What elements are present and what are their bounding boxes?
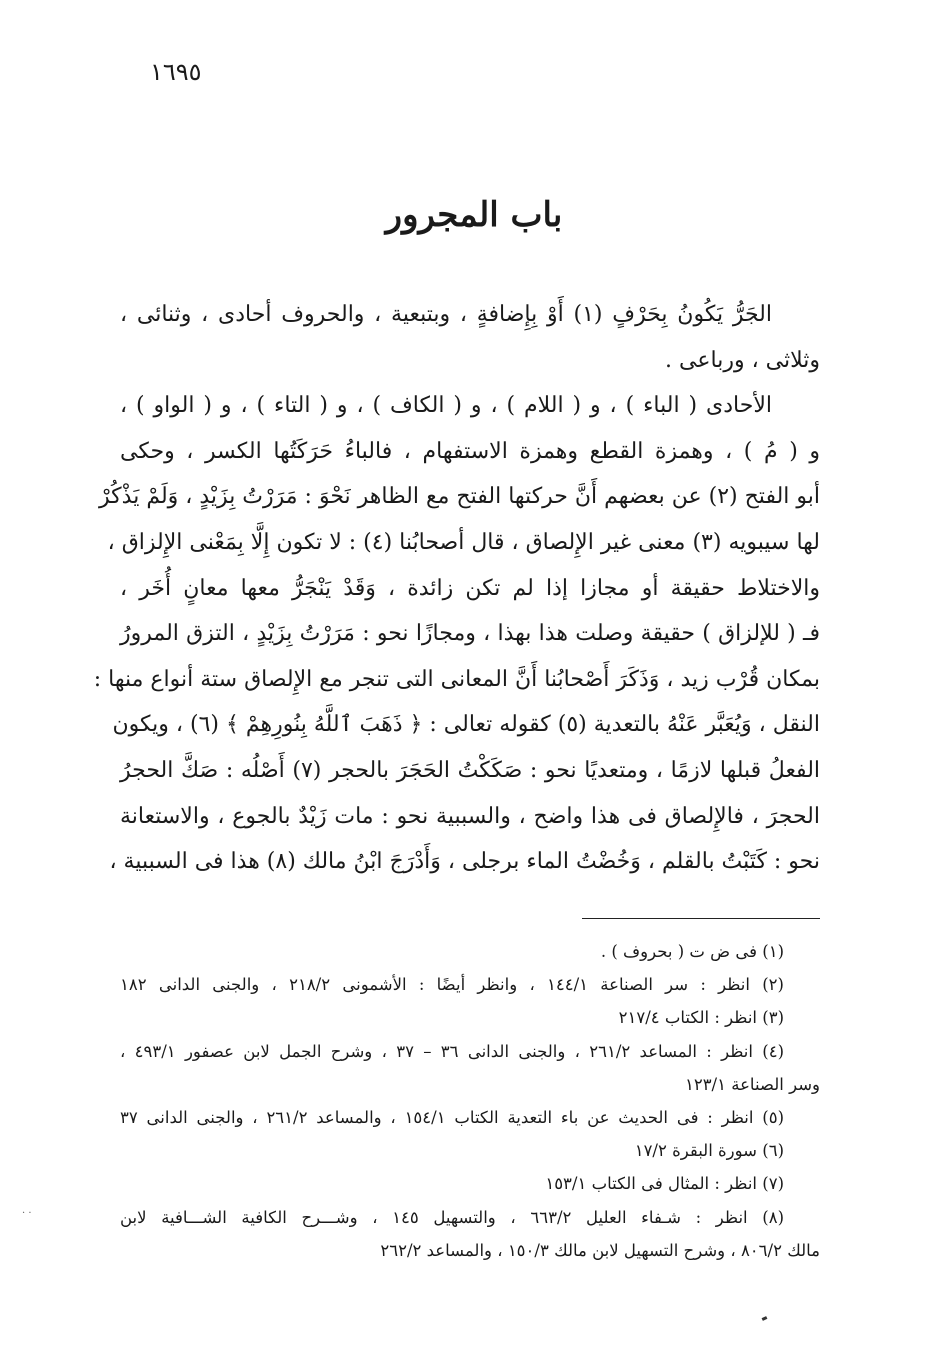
text-line: فـ ( للإلزاق ) حقيقة وصلت هذا بهذا ، ومجازًا نحو : مَرَرْتُ بِزَيْدٍ ، التزق المرورُ (120, 621, 820, 647)
main-text (93, 292, 821, 885)
ink-speck (762, 1316, 768, 1321)
text-line: نحو : كَتَبْتُ بالقلم ، وَخُضْتُ الماء برجلى ، وَأَدْرَجَ ابْنُ مالك (٨) هذا فى السببية ، (109, 849, 820, 875)
scan-edge-marks: · · (22, 1208, 32, 1219)
footnote: (٨) انظر : شـفاء العليل ٦٦٣/٢ ، والتسهيل ١٤٥ ، وشـــرح الكافية الشـــافية لابن (120, 1207, 785, 1227)
text-line: وثلاثى ، ورباعى . (665, 347, 820, 373)
footnote: (١) فى ض ت ( بحروف ) . (600, 942, 784, 961)
text-line: بمكان قُرْب زيد ، وَذَكَرَ أَصْحابُنا أَنَّ المعانى التى تنجر مع الإِلصاق ستة أنواع منها : (93, 666, 820, 692)
text-line: الحجرَ ، فالإِلصاق فى هذا واضح ، والسببية نحو : مات زَيْدٌ بالجوع ، والاستعانة (120, 803, 820, 829)
text-line: النقل ، وَيُعَبَّر عَنْهُ بالتعدية (٥) كقوله تعالى : ﴿ ذَهَبَ ٱللَّهُ بِنُورِهِمْ ﴾ (٦) ، ويكون (112, 712, 820, 738)
text-line: لها سيبويه (٣) معنى غير الإِلصاق ، قال أصحابُنا (٤) : لا تكون إِلَّا بِمَعْنى الإِلزاق ، (107, 529, 820, 555)
footnote: (٢) انظر : سر الصناعة ١٤٤/١ ، وانظر أيضًا : الأشمونى ٢١٨/٢ ، والجنى الدانى ١٨٢ (120, 975, 784, 995)
footnote-continuation: مالك ٨٠٦/٢ ، وشرح التسهيل لابن مالك ١٥٠/٣ ، والمساعد ٢٦٢/٢ (380, 1240, 820, 1260)
page-number: ١٦٩٥ (150, 58, 202, 86)
footnote-separator (582, 918, 820, 919)
footnote: (٣) انظر : الكتاب ٢١٧/٤ (618, 1008, 784, 1028)
chapter-title: باب المجرور (385, 195, 563, 235)
text-line: الجَرُّ يَكُونُ بِحَرْفٍ (١) أَوْ بِإِضافةٍ ، وبتبعية ، والحروف أحادى ، وثنائى ، (120, 302, 772, 327)
footnote-continuation: وسر الصناعة ١٢٣/١ (684, 1074, 820, 1094)
text-line: و ( مُ ) ، وهمزة القطع وهمزة الاستفهام ، فالباءُ حَرَكَتُها الكسر ، وحكى (120, 438, 820, 464)
footnote: (٦) سورة البقرة ١٧/٢ (634, 1141, 784, 1161)
footnote: (٤) انظر : المساعد ٢٦١/٢ ، والجنى الدانى ٣٦ – ٣٧ ، وشرح الجمل لابن عصفور ٤٩٣/١ ، (120, 1041, 784, 1061)
text-line: أبو الفتح (٢) عن بعضهم أَنَّ حركتها الفتح مع الظاهر نَحْوَ : مَرَرْتُ بِزَيْدٍ ، وَلَمْ يَذْكُرْ (99, 484, 820, 510)
text-line: الفعلُ قبلها لازمًا ، ومتعديًا نحو : صَكَكْتُ الحَجَرَ بالحجر (٧) أَصْلُه : صَكَّ الحجرُ (120, 757, 821, 783)
text-line: والاختلاط حقيقة أو مجازا إذا لم تكن زائدة ، وَقَدْ يَنْجَرُّ معها معانٍ أُخَر ، (120, 575, 820, 601)
footnote: (٧) انظر : المثال فى الكتاب ١٥٣/١ (545, 1174, 784, 1194)
footnotes (120, 935, 820, 1267)
footnote: (٥) انظر : فى الحديث عن باء التعدية الكتاب ١٥٤/١ ، والمساعد ٢٦١/٢ ، والجنى الدانى ٣٧ (120, 1107, 784, 1127)
text-line: الأحادى ( الباء ) ، و ( اللام ) ، و ( الكاف ) ، و ( التاء ) ، و ( الواو ) ، (120, 393, 772, 419)
